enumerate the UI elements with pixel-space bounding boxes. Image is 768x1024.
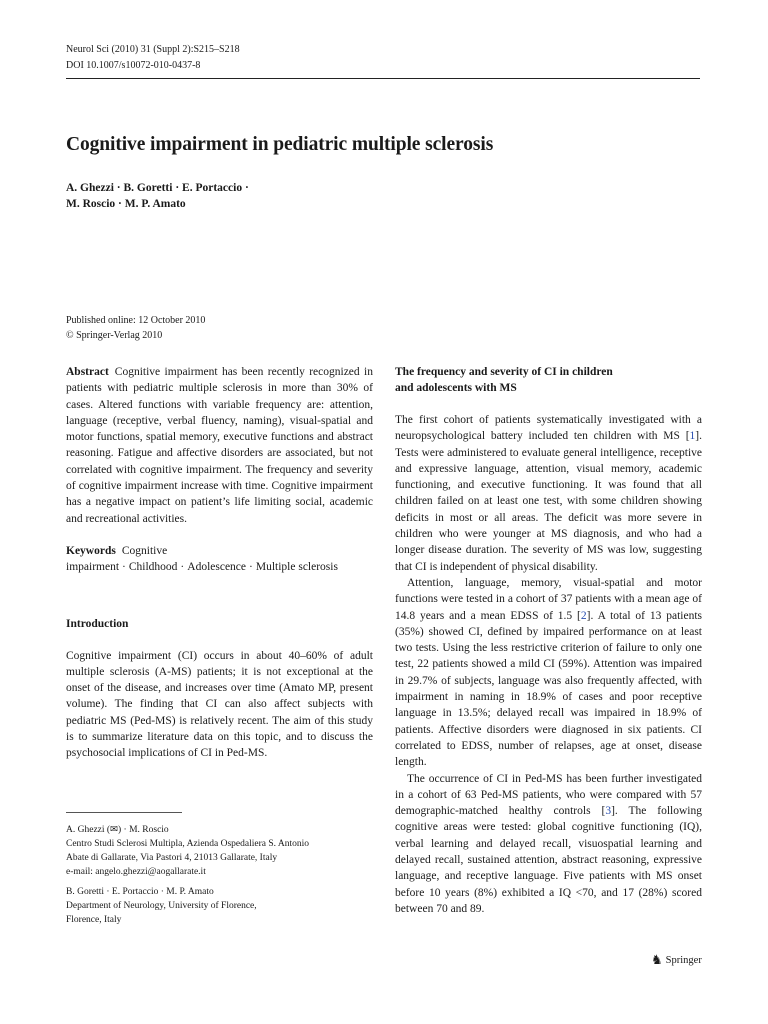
abstract-text: Cognitive impairment has been recently recognized in patients with pediatric multiple sclerosis in more than 30% of cases. Altered functions with variable frequency are: attention, language (receptive, verbal fluency, naming), visual-spatial and motor functions, spatial memory, executive functions and abstract reasoning. Fatigue and affective disorders are associated, but not correlated with cognitive impairment. The frequency and severity of cognitive impairment increase with time. Cognitive impairment has a negative impact on patient’s life limiting social, academic and recreational activities. — [66, 366, 373, 525]
affiliation-line: Department of Neurology, University of Florence, — [66, 901, 257, 911]
right-column — [395, 364, 702, 917]
journal-citation: Neurol Sci (2010) 31 (Suppl 2):S215–S218 — [66, 44, 240, 55]
section-paragraph-2: Attention, language, memory, visual-spatial and motor functions were tested in a cohort of 37 patients with a mean age of 14.8 years and a mean EDSS of 1.5 [2]. A total of 13 patients (35%) showed CI, defined by impaired performance on at least two tests. Using the less restrictive criterion of failure to only one test, 22 patients showed a mild CI (59%). Attention was impaired in 29.7% of subjects, language was also frequently affected, with impairment in naming in 18.9% of cases and poor receptive language in 13.5%; delayed recall was impaired in 18.9% of patients. Affective disorders were diagnosed in six patients. CI correlated to EDSS, number of relapses, age at onset, disease length. — [395, 576, 703, 769]
abstract-label: Abstract — [66, 366, 109, 378]
keyword: Adolescence — [187, 561, 247, 574]
citation-link[interactable]: 3 — [605, 805, 612, 818]
affiliation-names: A. Ghezzi (✉) · M. Roscio — [66, 825, 169, 835]
keyword: Cognitive impairment — [66, 544, 168, 574]
authors-line-1: A. Ghezzi · B. Goretti · E. Portaccio · — [66, 182, 249, 194]
header-rule — [66, 78, 700, 79]
affiliation-line: Florence, Italy — [66, 915, 122, 925]
author-list — [66, 180, 386, 212]
journal-meta — [66, 42, 240, 74]
affiliation-line: Abate di Gallarate, Via Pastori 4, 21013 Gallarate, Italy — [66, 853, 278, 863]
citation-link[interactable]: 2 — [580, 609, 587, 622]
authors-line-2: M. Roscio · M. P. Amato — [66, 198, 186, 210]
publication-info — [66, 313, 205, 343]
affiliation-2 — [66, 885, 376, 927]
footnote-rule — [66, 812, 182, 813]
section-heading-line-2: and adolescents with MS — [395, 382, 517, 394]
doi: DOI 10.1007/s10072-010-0437-8 — [66, 60, 201, 71]
section-paragraph-1: The first cohort of patients systematically investigated with a neuropsychological battery included ten children with MS [1]. Tests were administered to evaluate general intelligence, receptive and expressive language, attention, visual memory, academic functioning, and executive functioning. It was found that all children failed on at least one test, with some children showing deficits in most or all areas. The deficit was more severe in children who were younger at MS diagnosis, and who had a longer disease duration. The severity of MS was low, suggesting that CI is independent of physical disability. — [395, 414, 702, 573]
publisher-logo — [651, 952, 702, 968]
copyright: © Springer-Verlag 2010 — [66, 330, 163, 341]
left-column — [66, 364, 373, 762]
section-heading — [395, 364, 702, 396]
affiliation-email: e-mail: angelo.ghezzi@aogallarate.it — [66, 867, 206, 877]
citation-link[interactable]: 1 — [689, 430, 696, 443]
keywords-label: Keywords — [66, 544, 116, 557]
introduction-heading: Introduction — [66, 617, 129, 630]
publisher-name: Springer — [665, 954, 702, 966]
affiliation-line: Centro Studi Sclerosi Multipla, Azienda Ospedaliera S. Antonio — [66, 839, 310, 849]
section-paragraph-3: The occurrence of CI in Ped-MS has been further investigated in a cohort of 63 Ped-MS patients, who were compared with 57 demographic-matched healthy controls [3]. The following cognitive areas were tested: global cognitive functioning (IQ), verbal learning and delayed recall, visuospatial learning and delayed recall, sustained attention, abstract reasoning, expressive language, and receptive language. Five patients with MS onset before 10 years (8%) exhibited a IQ <70, and 17 (28%) scored between 70 and 89. — [395, 772, 702, 915]
keywords: Keywords Cognitive impairment · Childhood · Adolescence · Multiple sclerosis — [66, 544, 338, 574]
published-date: Published online: 12 October 2010 — [66, 315, 206, 326]
section-heading-line-1: The frequency and severity of CI in children — [395, 366, 613, 378]
affiliation-1 — [66, 823, 376, 879]
article-title: Cognitive impairment in pediatric multiple sclerosis — [66, 134, 494, 155]
keyword: Multiple sclerosis — [255, 561, 338, 574]
abstract — [66, 364, 373, 527]
springer-horse-icon: ♞ — [651, 952, 663, 967]
affiliation-names: B. Goretti · E. Portaccio · M. P. Amato — [66, 887, 214, 897]
introduction-text: Cognitive impairment (CI) occurs in about 40–60% of adult multiple sclerosis (A-MS) patients; it is not exceptional at the onset of the disease, and increases over time (Amato MP, present volume). The finding that CI can also affect subjects with pediatric MS (Ped-MS) is relatively recent. The aim of this study is to summarize literature data on this topic, and to discuss the psychosocial implications of CI in Ped-MS. — [66, 649, 373, 760]
keyword: Childhood — [128, 561, 178, 574]
